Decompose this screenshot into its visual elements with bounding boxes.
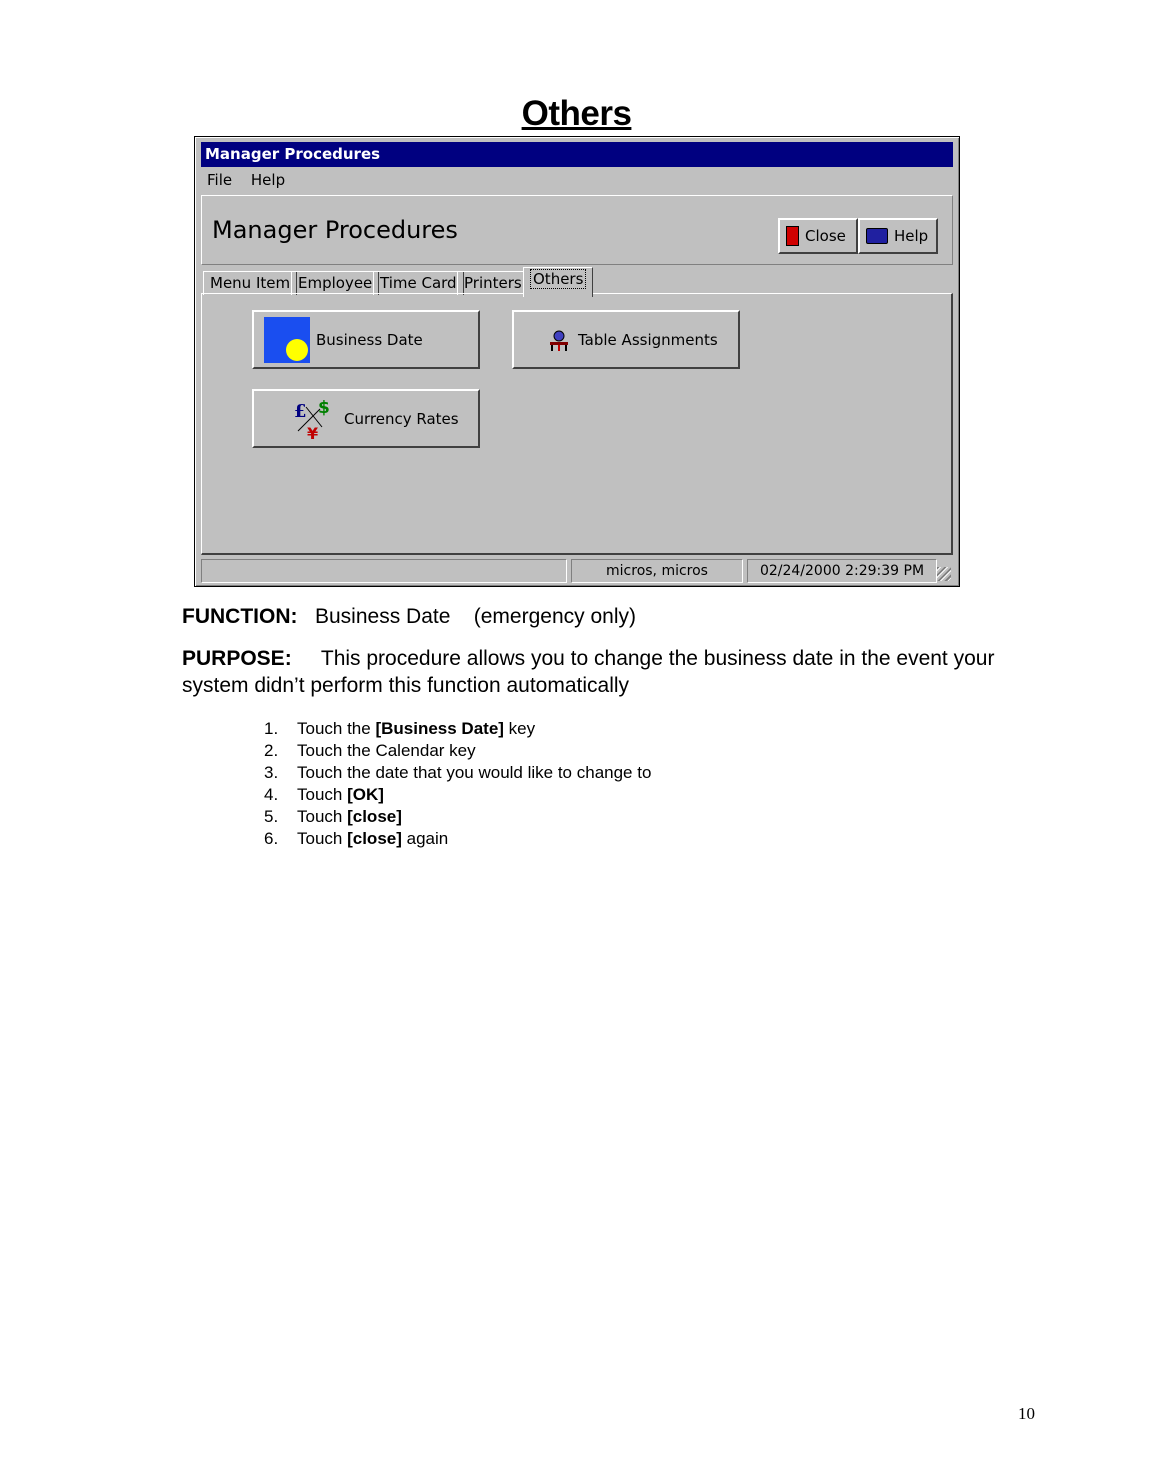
step-number: 4. xyxy=(264,785,279,804)
currency-rates-button[interactable] xyxy=(252,389,480,448)
tab-time-card[interactable]: Time Card xyxy=(373,271,464,295)
tab-employee[interactable]: Employee xyxy=(291,271,379,295)
book-icon xyxy=(866,228,888,244)
table-icon xyxy=(548,329,570,351)
purpose-paragraph xyxy=(182,645,1032,699)
step-text: Touch xyxy=(297,829,348,848)
table-assignments-label: Table Assignments xyxy=(578,330,718,349)
resize-grip[interactable] xyxy=(937,567,951,581)
function-value: Business Date xyxy=(315,605,451,628)
step-number: 5. xyxy=(264,807,279,826)
door-icon xyxy=(786,226,799,246)
svg-text:¥: ¥ xyxy=(307,423,319,441)
tab-printers[interactable]: Printers xyxy=(457,271,529,295)
purpose-label: PURPOSE: xyxy=(182,647,292,670)
currency-rates-label: Currency Rates xyxy=(344,409,459,428)
step-key: [close] xyxy=(347,829,402,848)
step-item xyxy=(264,784,651,806)
step-suffix: key xyxy=(503,719,536,738)
close-button-label: Close xyxy=(805,227,846,245)
step-item xyxy=(264,806,651,828)
function-label: FUNCTION: xyxy=(182,605,298,628)
purpose-text: This procedure allows you to change the business date in the event your system didn’t perform this function automatically xyxy=(182,647,995,697)
step-text: Touch the xyxy=(297,719,376,738)
step-item xyxy=(264,762,651,784)
header-panel xyxy=(201,195,953,265)
menu-bar xyxy=(207,171,299,189)
close-button[interactable] xyxy=(778,218,858,254)
step-key: [close] xyxy=(347,807,402,826)
table-assignments-button[interactable] xyxy=(512,310,740,369)
step-text: Touch the Calendar key xyxy=(297,741,476,760)
status-message-pane xyxy=(201,559,567,583)
currency-icon xyxy=(292,397,334,441)
tab-menu-item[interactable]: Menu Item xyxy=(203,271,297,295)
others-tab-panel xyxy=(201,293,953,555)
status-datetime: 02/24/2000 2:29:39 PM xyxy=(747,559,937,583)
manager-procedures-window xyxy=(194,136,960,587)
status-user: micros, micros xyxy=(571,559,743,583)
window-titlebar: Manager Procedures xyxy=(201,142,953,167)
step-number: 2. xyxy=(264,741,279,760)
page-title: Others xyxy=(521,94,632,133)
business-date-label: Business Date xyxy=(316,330,423,349)
sun-calendar-icon xyxy=(264,317,310,363)
step-key: [OK] xyxy=(347,785,384,804)
tab-others-label: Others xyxy=(530,269,586,289)
step-number: 1. xyxy=(264,719,279,738)
step-text: Touch the date that you would like to change to xyxy=(297,763,652,782)
step-text: Touch xyxy=(297,807,348,826)
status-bar xyxy=(201,559,953,583)
help-button-label: Help xyxy=(894,227,929,245)
step-text: Touch xyxy=(297,785,348,804)
step-number: 3. xyxy=(264,763,279,782)
function-note: (emergency only) xyxy=(473,605,636,628)
step-suffix: again xyxy=(401,829,449,848)
window-heading: Manager Procedures xyxy=(212,216,458,244)
steps-list xyxy=(264,718,651,850)
step-item xyxy=(264,828,651,850)
step-number: 6. xyxy=(264,829,279,848)
help-button[interactable] xyxy=(858,218,938,254)
step-item xyxy=(264,740,651,762)
function-line xyxy=(182,605,636,629)
business-date-button[interactable] xyxy=(252,310,480,369)
svg-text:$: $ xyxy=(318,397,330,418)
menu-file[interactable]: File xyxy=(207,171,233,189)
tab-others[interactable] xyxy=(523,267,593,297)
page-number: 10 xyxy=(1018,1404,1035,1423)
svg-text:£: £ xyxy=(294,400,307,422)
menu-help[interactable]: Help xyxy=(250,171,286,189)
step-key: [Business Date] xyxy=(375,719,504,738)
step-item xyxy=(264,718,651,740)
